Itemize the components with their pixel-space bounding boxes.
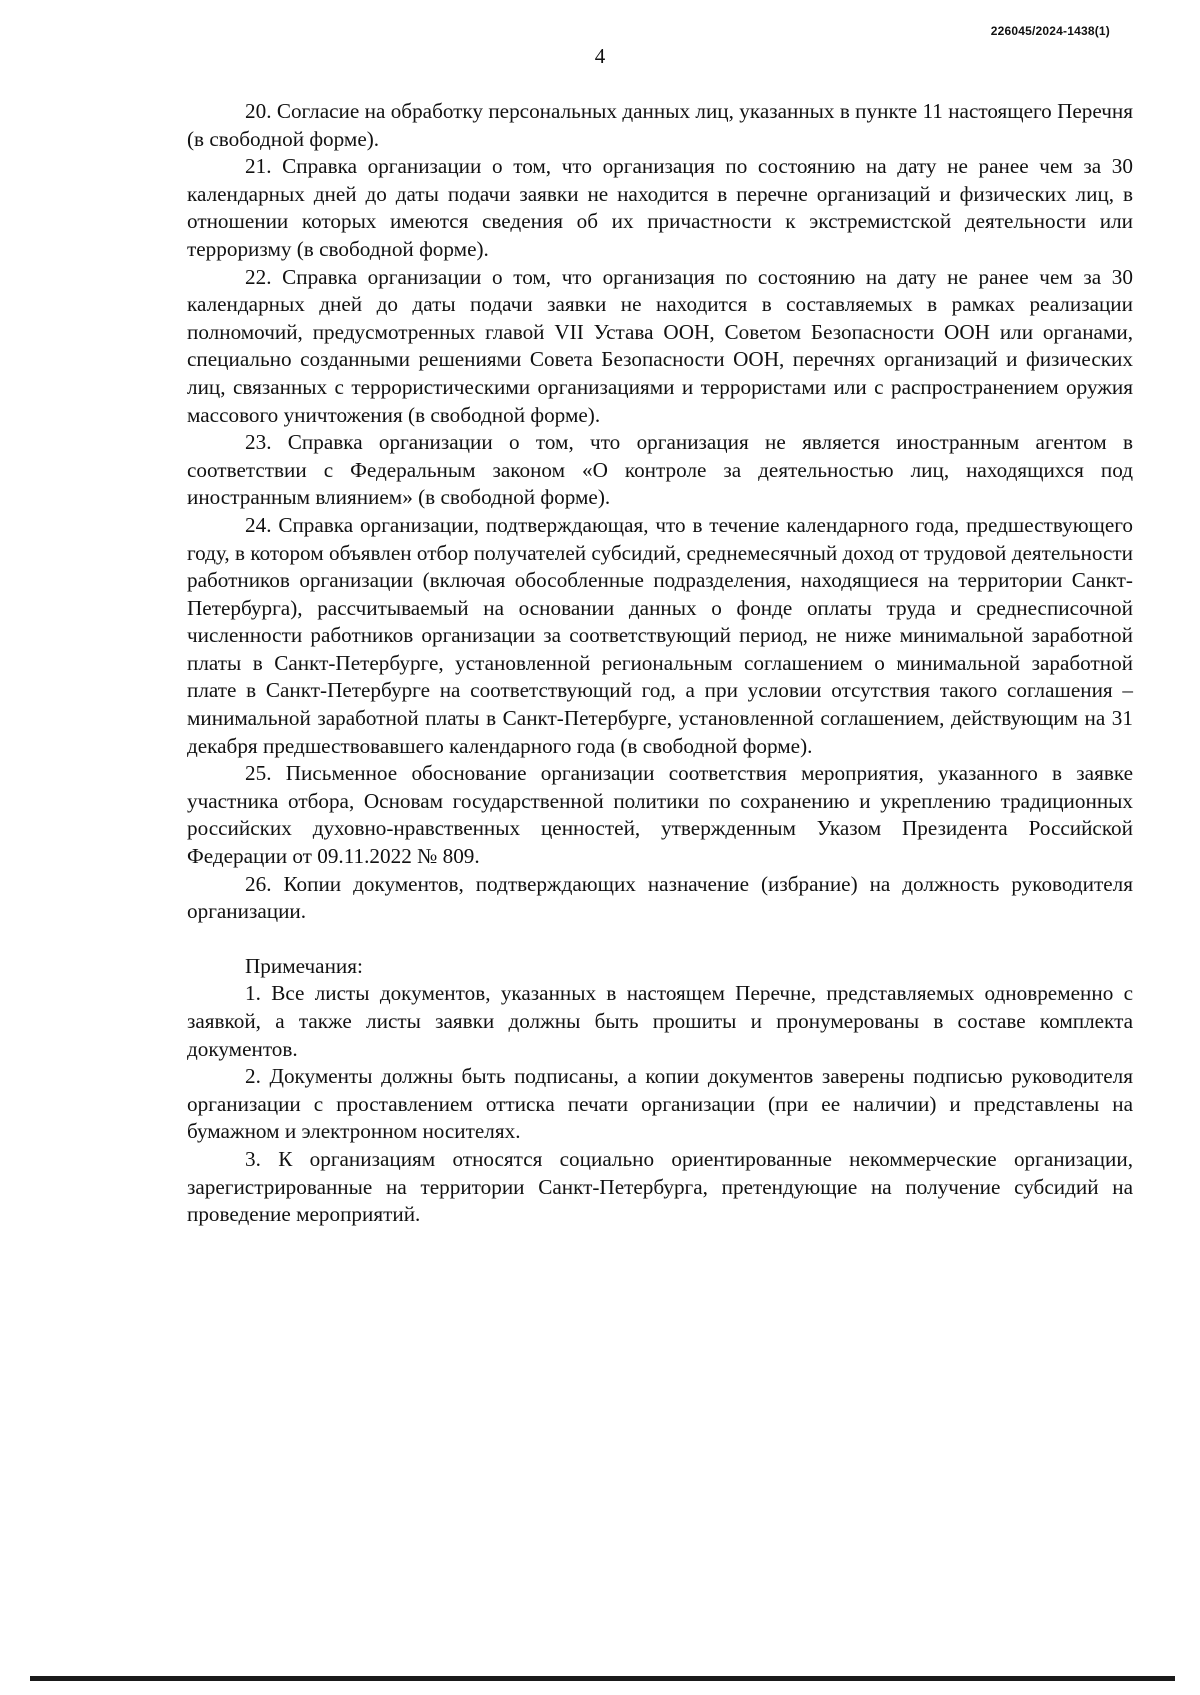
list-item-24: 24. Справка организации, подтверждающая, что в течение календарного года, предшествующего году, в котором объявлен отбор получателей субсидий, среднемесячный доход от трудовой деятельности работников организации (включая обособленные подразделения, находящиеся на территории Санкт-Петербурга), рассчитываемый на основании данных о фонде оплаты труда и среднесписочной численности работников организации за соответствующий период, не ниже минимальной заработной платы в Санкт-Петербурге, установленной региональным соглашением о минимальной заработной плате в Санкт-Петербурге на соответствующий год, а при условии отсутствия такого соглашения – минимальной заработной платы в Санкт-Петербурге, установленной соглашением, действующим на 31 декабря предшествовавшего календарного года (в свободной форме). <box>187 512 1133 758</box>
list-item-22: 22. Справка организации о том, что организация по состоянию на дату не ранее чем за 30 календарных дней до даты подачи заявки не находится в составляемых в рамках реализации полномочий, предусмотренных главой VII Устава ООН, Советом Безопасности ООН или органами, специально созданными решениями Совета Безопасности ООН, перечнях организаций и физических лиц, связанных с террористическими организациями и террористами или с распространением оружия массового уничтожения (в свободной форме). <box>187 264 1133 427</box>
note-item-2: 2. Документы должны быть подписаны, а копии документов заверены подписью руководителя организации с проставлением оттиска печати организации (при ее наличии) и представлены на бумажном и электронном носителях. <box>187 1064 1133 1144</box>
scan-edge-line <box>30 1676 1175 1681</box>
list-item-25: 25. Письменное обоснование организации соответствия мероприятия, указанного в заявке участника отбора, Основам государственной политики по сохранению и укреплению традиционных российских духовно-нравственных ценностей, утвержденным Указом Президента Российской Федерации от 09.11.2022 № 809. <box>187 761 1133 869</box>
note-item-1: 1. Все листы документов, указанных в настоящем Перечне, представляемых одновременно с заявкой, а также листы заявки должны быть прошиты и пронумерованы в составе комплекта документов. <box>187 981 1133 1061</box>
list-item-23: 23. Справка организации о том, что организация не является иностранным агентом в соответствии с Федеральным законом «О контроле за деятельностью лиц, находящихся под иностранным влиянием» (в свободной форме). <box>187 430 1133 510</box>
list-item-26: 26. Копии документов, подтверждающих назначение (избрание) на должность руководителя организации. <box>187 871 1133 924</box>
page-number: 4 <box>594 44 606 68</box>
note-item-3: 3. К организациям относятся социально ориентированные некоммерческие организации, зарегистрированные на территории Санкт-Петербурга, претендующие на получение субсидий на проведение мероприятий. <box>187 1146 1133 1227</box>
document-registration-number: 226045/2024-1438(1) <box>990 24 1110 38</box>
list-item-21: 21. Справка организации о том, что организация по состоянию на дату не ранее чем за 30 календарных дней до даты подачи заявки не находится в перечне организаций и физических лиц, в отношении которых имеются сведения об их причастности к экстремистской деятельности или терроризму (в свободной форме). <box>187 154 1133 261</box>
notes-heading: Примечания: <box>245 953 363 978</box>
document-body <box>187 98 1133 1229</box>
list-item-20: 20. Согласие на обработку персональных данных лиц, указанных в пункте 11 настоящего Перечня (в свободной форме). <box>187 99 1133 151</box>
